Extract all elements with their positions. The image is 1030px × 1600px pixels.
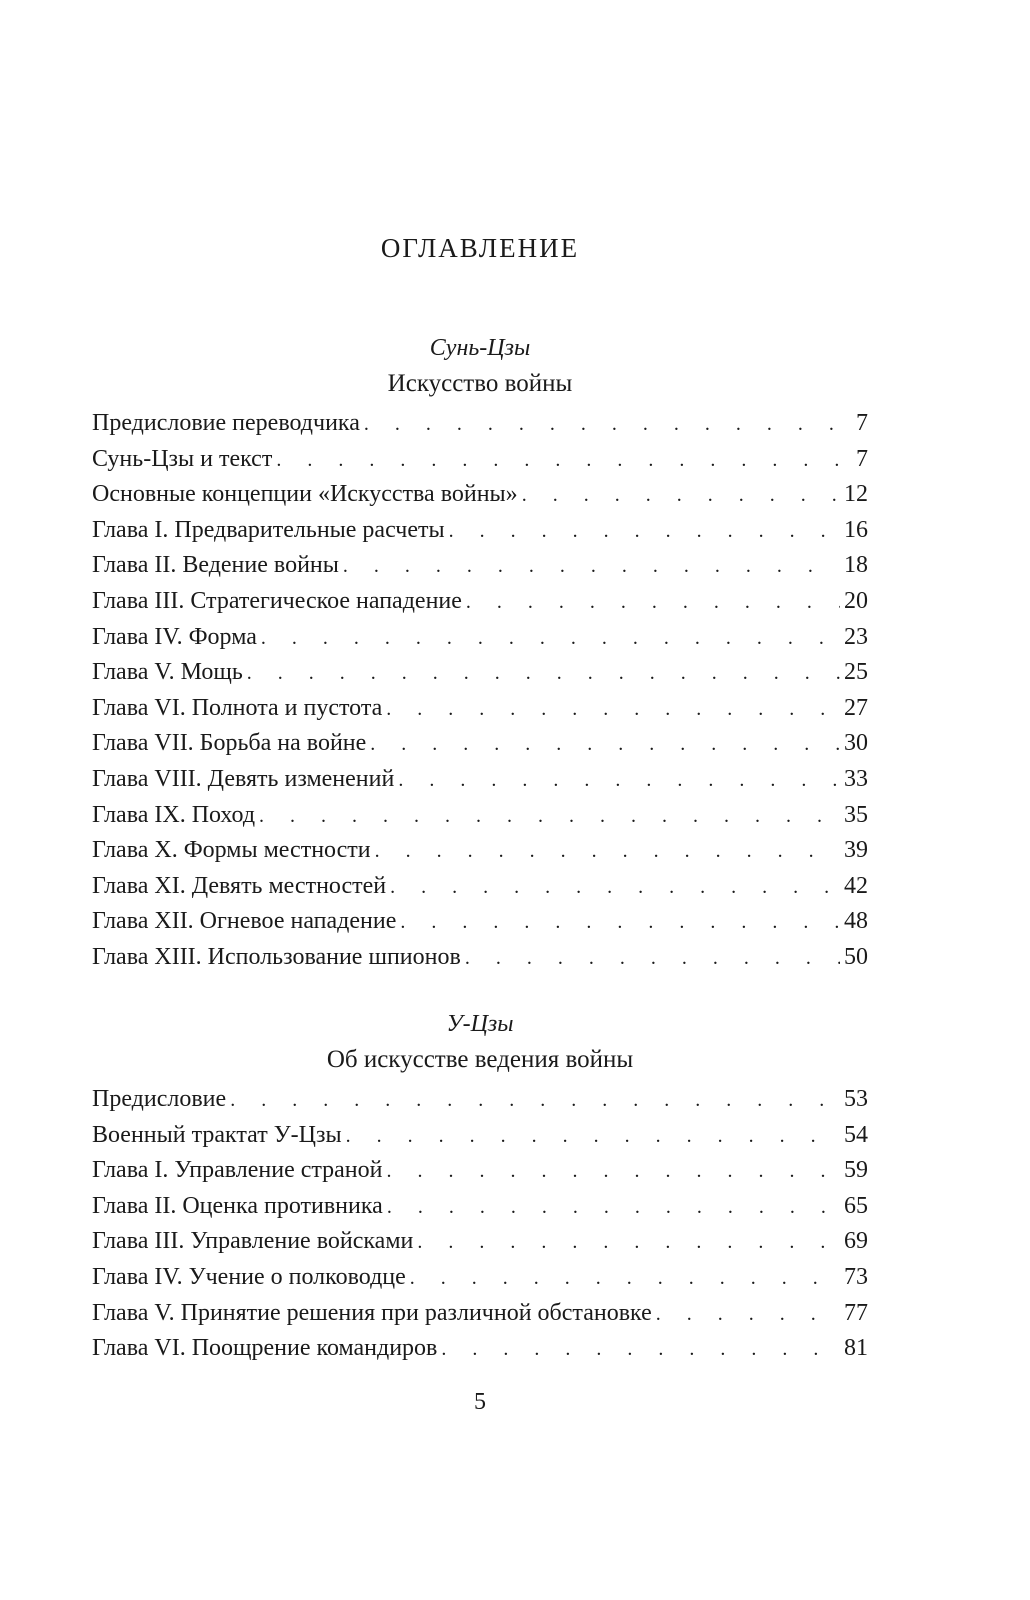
dot-leader — [410, 1261, 840, 1297]
toc-entry-page: 12 — [844, 481, 868, 508]
section-author: У-Цзы — [446, 1011, 514, 1037]
dot-leader — [390, 870, 840, 906]
toc-entry-page: 7 — [856, 445, 868, 472]
dot-leader — [522, 478, 840, 514]
toc-entry-page: 77 — [844, 1299, 868, 1326]
page-number: 5 — [474, 1389, 486, 1415]
toc-entry-page: 16 — [844, 516, 868, 543]
toc-entry-page: 18 — [844, 552, 868, 579]
dot-leader — [449, 514, 840, 550]
dot-leader — [364, 407, 852, 443]
dot-leader — [398, 763, 840, 799]
toc-entry-page: 33 — [844, 765, 868, 792]
toc-entry[interactable] — [92, 762, 868, 798]
toc-entry[interactable] — [92, 620, 868, 656]
toc-entry-label: Глава VI. Поощрение командиров — [92, 1335, 438, 1362]
dot-leader — [259, 799, 840, 835]
toc-entry-label: Предисловие — [92, 1086, 227, 1112]
toc-entry-page: 39 — [844, 837, 868, 864]
toc-entry-label: Глава I. Предварительные расчеты — [92, 516, 445, 543]
toc-entry-label: Глава I. Управление страной — [92, 1157, 383, 1184]
toc-entry[interactable] — [92, 726, 868, 762]
dot-leader — [465, 941, 840, 977]
toc-entry-label: Глава IV. Учение о полководце — [92, 1263, 406, 1290]
dot-leader — [247, 656, 840, 692]
dot-leader — [370, 727, 840, 763]
toc-entry-list — [92, 1082, 868, 1367]
toc-entry-page: 42 — [844, 872, 868, 899]
toc-entry-page: 81 — [844, 1335, 868, 1362]
toc-entry-label: Глава XI. Девять местностей — [92, 872, 387, 899]
toc-entry[interactable] — [92, 1082, 868, 1118]
dot-leader — [387, 1154, 841, 1190]
toc-entry[interactable] — [92, 833, 868, 869]
toc-entry-list — [92, 406, 868, 976]
toc-section-sun-tzu — [92, 330, 868, 976]
toc-entry-label: Сунь-Цзы и текст — [92, 445, 273, 472]
dot-leader — [343, 549, 840, 585]
toc-entry-page: 59 — [844, 1157, 868, 1184]
toc-entry[interactable] — [92, 691, 868, 727]
toc-entry-label: Глава II. Оценка противника — [92, 1192, 383, 1219]
dot-leader — [417, 1225, 840, 1261]
toc-entry-page: 48 — [844, 908, 868, 935]
dot-leader — [466, 585, 840, 621]
toc-entry[interactable] — [92, 1224, 868, 1260]
toc-entry-label: Военный трактат У-Цзы — [92, 1121, 342, 1148]
toc-entry-page: 25 — [844, 659, 868, 686]
toc-entry-page: 54 — [844, 1121, 868, 1148]
toc-entry-page: 7 — [856, 410, 868, 436]
toc-entry-page: 23 — [844, 623, 868, 650]
toc-entry-label: Глава IV. Форма — [92, 623, 257, 650]
toc-entry[interactable] — [92, 1118, 868, 1154]
toc-entry-page: 20 — [844, 587, 868, 614]
toc-entry[interactable] — [92, 869, 868, 905]
toc-entry-label: Предисловие переводчика — [92, 410, 360, 436]
toc-entry[interactable] — [92, 406, 868, 442]
dot-leader — [230, 1083, 840, 1119]
toc-entry[interactable] — [92, 513, 868, 549]
dot-leader — [386, 692, 840, 728]
page-title: ОГЛАВЛЕНИЕ — [380, 233, 580, 263]
dot-leader — [656, 1297, 840, 1333]
toc-entry[interactable] — [92, 655, 868, 691]
dot-leader — [400, 905, 840, 941]
toc-entry-label: Глава IX. Поход — [92, 801, 256, 828]
toc-entry[interactable] — [92, 904, 868, 940]
toc-entry-page: 73 — [844, 1263, 868, 1290]
toc-entry[interactable] — [92, 442, 868, 478]
dot-leader — [375, 834, 840, 870]
toc-entry-label: Глава III. Стратегическое нападение — [92, 587, 462, 614]
dot-leader — [346, 1119, 840, 1155]
toc-entry[interactable] — [92, 1153, 868, 1189]
toc-entry[interactable] — [92, 1331, 868, 1367]
toc-entry-page: 27 — [844, 694, 868, 721]
dot-leader — [261, 621, 840, 657]
toc-entry-label: Глава II. Ведение войны — [92, 552, 339, 579]
toc-entry-label: Глава V. Принятие решения при различной обстановке — [92, 1299, 652, 1326]
toc-entry-page: 50 — [844, 943, 868, 970]
toc-entry[interactable] — [92, 798, 868, 834]
toc-entry[interactable] — [92, 584, 868, 620]
toc-entry-label: Глава V. Мощь — [92, 659, 243, 686]
dot-leader — [387, 1190, 840, 1226]
toc-entry-page: 65 — [844, 1192, 868, 1219]
toc-entry-page: 30 — [844, 730, 868, 757]
toc-entry-page: 35 — [844, 801, 868, 828]
toc-entry-label: Основные концепции «Искусства войны» — [92, 481, 518, 508]
toc-entry[interactable] — [92, 1260, 868, 1296]
section-work-title: Искусство войны — [387, 370, 573, 397]
toc-entry-label: Глава III. Управление войсками — [92, 1228, 414, 1255]
toc-entry-page: 69 — [844, 1228, 868, 1255]
dot-leader — [276, 443, 852, 479]
section-work-title: Об искусстве ведения войны — [326, 1046, 634, 1073]
toc-entry[interactable] — [92, 940, 868, 976]
toc-entry-label: Глава VIII. Девять изменений — [92, 765, 395, 792]
toc-entry-label: Глава XIII. Использование шпионов — [92, 943, 461, 970]
section-author: Сунь-Цзы — [429, 335, 531, 361]
toc-entry[interactable] — [92, 477, 868, 513]
toc-entry[interactable] — [92, 548, 868, 584]
toc-entry-label: Глава X. Формы местности — [92, 837, 371, 864]
toc-entry[interactable] — [92, 1296, 868, 1332]
toc-entry-label: Глава VII. Борьба на войне — [92, 730, 367, 757]
toc-entry-label: Глава XII. Огневое нападение — [92, 908, 397, 935]
toc-section-wu-tzu — [92, 1006, 868, 1367]
toc-entry[interactable] — [92, 1189, 868, 1225]
toc-entry-page: 53 — [844, 1086, 868, 1112]
dot-leader — [441, 1332, 840, 1368]
toc-entry-label: Глава VI. Полнота и пустота — [92, 694, 383, 721]
